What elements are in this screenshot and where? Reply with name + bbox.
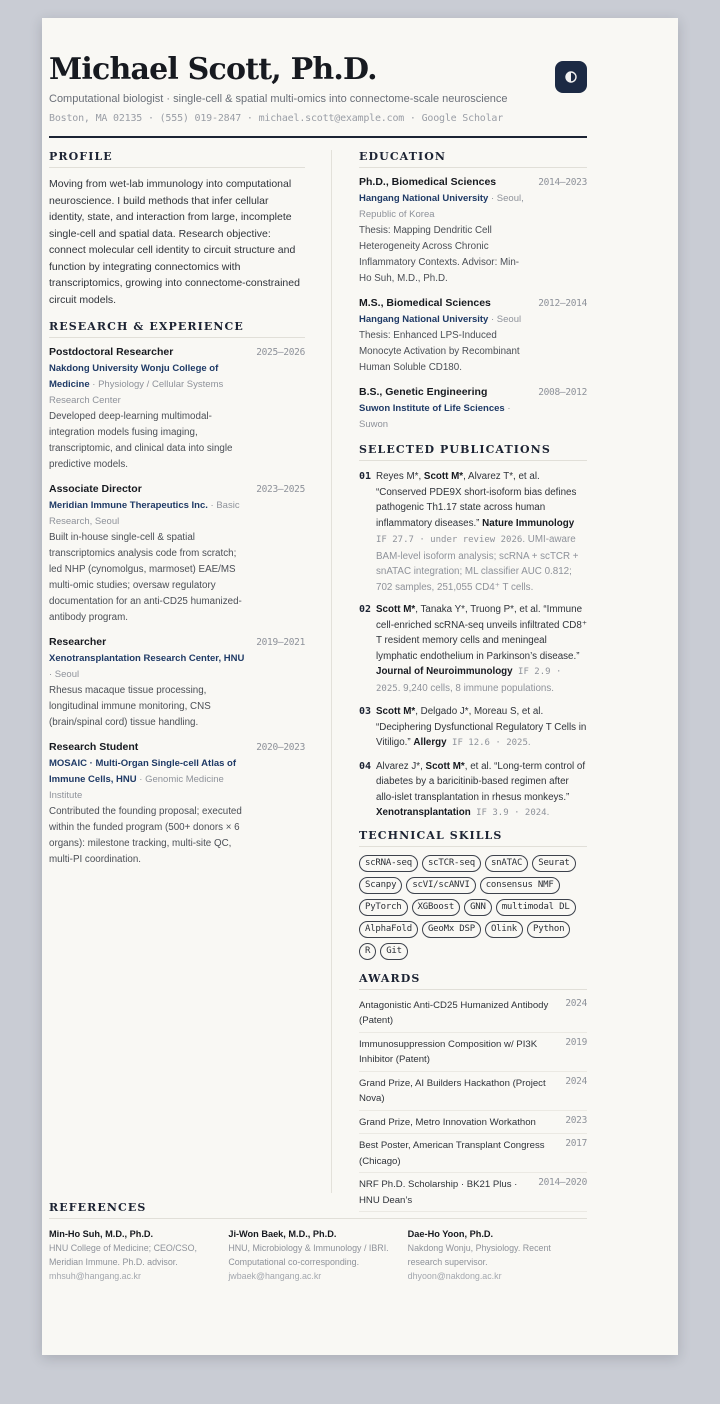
impact-factor-status: IF 3.9 · 2024 [470, 808, 547, 818]
self-author: Scott M* [376, 604, 416, 615]
contact-phone[interactable]: (555) 019-2847 [159, 113, 242, 124]
organization-location: · Genomic Medicine Institute [49, 774, 224, 801]
job-title: Postdoctoral Researcher [49, 346, 174, 358]
skill-chip: consensus NMF [480, 877, 560, 894]
job-organization [49, 756, 249, 804]
education-header [359, 297, 587, 309]
skill-chip: multimodal DL [496, 899, 576, 916]
award-item [359, 1033, 587, 1072]
contact-location: Boston, MA 02135 [49, 113, 143, 124]
left-column [49, 150, 305, 878]
organization-name: Xenotransplantation Research Center, HNU [49, 653, 245, 664]
references-list [49, 1227, 587, 1284]
skill-chip: R [359, 943, 376, 960]
publication-list [359, 469, 587, 822]
education-item [359, 386, 587, 433]
authors-after-title: , Delgado J*, Moreau S, et al. “Deciphering Dysfunctional Regulatory T Cells in Vitiligo.” [376, 706, 587, 748]
publication-item [359, 602, 587, 697]
profile-text: Moving from wet-lab immunology into computational neuroscience. I build methods that infer cellular identity, state, and interaction from large, incomplete single-cell and spatial data. Research objective: connect molecular cell identity to circuit structure and function by integrating connectomics with transcriptomics, growing into connectome-constrained circuit models. [49, 178, 300, 306]
job-description: Developed deep-learning multimodal-integration models fusing imaging, transcriptomic, and clinical data into single predictive models. [49, 411, 233, 470]
contact-separator: · [142, 113, 160, 124]
job-dates: 2025–2026 [256, 347, 305, 358]
tagline: Computational biologist · single-cell & spatial multi-omics into connectome-scale neuroscience [49, 93, 508, 105]
contact-email-link[interactable]: michael.scott@example.com [258, 113, 405, 124]
profile-heading: PROFILE [49, 150, 305, 168]
experience-item [49, 741, 305, 868]
authors-after-title: , et al. “Long-term control of diabetes by a baricitinib-based regimen after allo-islet transplantation in rhesus monkeys.” [376, 760, 586, 803]
job-dates: 2023–2025 [256, 484, 305, 495]
experience-item [49, 346, 305, 473]
reference-email-link[interactable]: jwbaek@hangang.ac.kr [228, 1271, 322, 1282]
google-scholar-link[interactable]: Google Scholar [421, 113, 504, 124]
publications-heading: SELECTED PUBLICATIONS [359, 443, 587, 461]
education-header [359, 176, 587, 188]
organization-location: · Basic Research, Seoul [49, 500, 240, 527]
education-heading: EDUCATION [359, 150, 587, 168]
award-name: Antagonistic Anti-CD25 Humanized Antibody (Patent) [359, 999, 549, 1026]
references-section [49, 1201, 587, 1284]
skill-chip: Git [380, 943, 408, 960]
organization-name: Meridian Immune Therapeutics Inc. [49, 500, 208, 511]
job-dates: 2020–2023 [256, 742, 305, 753]
publication-citation [376, 469, 587, 595]
publication-citation [376, 602, 587, 697]
experience-item [49, 483, 305, 626]
publication-item [359, 469, 587, 595]
award-name: Immunosuppression Composition w/ PI3K Inhibitor (Patent) [359, 1038, 538, 1065]
degree-dates: 2014–2023 [538, 177, 587, 188]
reference-item [408, 1227, 587, 1284]
resume-header [49, 52, 587, 138]
skill-chip: Seurat [532, 855, 575, 872]
award-item [359, 994, 587, 1033]
reference-name: Dae-Ho Yoon, Ph.D. [407, 1229, 494, 1239]
authors-before: Alvarez J*, [376, 760, 426, 772]
awards-list [359, 994, 587, 1213]
experience-header [49, 346, 305, 358]
school-name: Suwon Institute of Life Sciences [359, 403, 505, 414]
award-year: 2024 [565, 1075, 587, 1087]
education-list [359, 176, 587, 433]
school-name: Hangang National University [359, 314, 489, 325]
skill-chip: XGBoost [412, 899, 461, 916]
education-header [359, 386, 587, 398]
job-title: Associate Director [49, 483, 142, 495]
reference-item [49, 1227, 228, 1284]
publication-number: 01 [359, 471, 372, 482]
degree-title: Ph.D., Biomedical Sciences [359, 176, 497, 188]
publication-number: 04 [359, 760, 372, 772]
authors-after-title: , Tanaka Y*, Truong P*, et al. “Immune cell-enriched scRNA-seq unveils infiltrated CD8⁺ T resident memory cells and meningeal lymphatic endothelium in Parkinson’s disease.” [376, 604, 587, 662]
job-description: Rhesus macaque tissue processing, longitudinal immune monitoring, CNS (brain/spinal cord) tissue handling. [49, 685, 211, 728]
column-divider [331, 150, 332, 1193]
publication-item [359, 759, 587, 822]
publication-note: . 9,240 cells, 8 immune populations. [397, 682, 554, 694]
job-title: Research Student [49, 741, 139, 753]
award-year: 2019 [565, 1036, 587, 1048]
job-organization [49, 498, 249, 530]
contact-line [49, 113, 587, 124]
reference-email-link[interactable]: mhsuh@hangang.ac.kr [49, 1271, 141, 1282]
education-item [359, 297, 587, 376]
award-year: 2014–2020 [538, 1177, 587, 1188]
self-author: Scott M* [425, 760, 465, 772]
thesis-description: Thesis: Enhanced LPS-Induced Monocyte Activation by Recombinant Human Soluble CD180. [359, 330, 520, 373]
degree-title: M.S., Biomedical Sciences [359, 297, 491, 309]
experience-header [49, 483, 305, 495]
award-item [359, 1072, 587, 1111]
experience-item [49, 636, 305, 731]
skill-chip: Olink [485, 921, 523, 938]
experience-heading: RESEARCH & EXPERIENCE [49, 320, 305, 338]
school [359, 401, 529, 433]
publication-number: 02 [359, 604, 372, 615]
award-name: Best Poster, American Transplant Congress (Chicago) [359, 1140, 545, 1167]
award-year: 2023 [565, 1114, 587, 1126]
thesis-description: Thesis: Mapping Dendritic Cell Heterogeneity Across Chronic Inflammatory Contexts. Advisor: Min-Ho Suh, M.D., Ph.D. [359, 225, 520, 284]
skill-chip: scVI/scANVI [406, 877, 475, 894]
impact-factor-status: IF 27.7 · under review 2026 [376, 535, 523, 545]
self-author: Scott M* [423, 471, 464, 482]
right-column [359, 150, 587, 1212]
journal-name: Xenotransplantation [376, 807, 471, 818]
half-circle-icon [565, 71, 577, 83]
skill-chip: snATAC [485, 855, 528, 872]
skills-heading: TECHNICAL SKILLS [359, 829, 587, 847]
award-year: 2024 [565, 997, 587, 1009]
degree-dates: 2012–2014 [538, 298, 587, 309]
organization-location: · Seoul [49, 669, 80, 680]
school-location: · Seoul [488, 314, 522, 325]
publication-item [359, 704, 587, 752]
job-organization [49, 361, 249, 409]
contact-separator: · [404, 113, 422, 124]
publication-citation [376, 704, 587, 752]
skills-list [359, 855, 587, 960]
skill-chip: PyTorch [359, 899, 408, 916]
job-organization [49, 651, 249, 683]
journal-name: Journal of Neuroimmunology [376, 666, 513, 677]
skill-chip: scTCR-seq [422, 855, 481, 872]
experience-list [49, 346, 305, 868]
reference-item [228, 1227, 407, 1284]
school-location: · Suwon [359, 403, 511, 430]
references-heading: REFERENCES [49, 1201, 587, 1219]
journal-name: Allergy [413, 737, 447, 748]
school [359, 312, 529, 328]
job-description: Built in-house single-cell & spatial transcriptomics analysis code from scratch; led NHP (cynomolgus, marmoset) EAE/MS multi-omic studies; oversaw regulatory documentation for an anti-CD25 humanized-antibody program. [49, 532, 242, 623]
reference-description: HNU College of Medicine; CEO/CSO, Meridian Immune. Ph.D. advisor. [49, 1243, 197, 1268]
organization-location: · Physiology / Cellular Systems Research Center [49, 379, 224, 406]
award-year: 2017 [565, 1138, 587, 1149]
self-author: Scott M* [376, 706, 416, 717]
contact-separator: · [241, 113, 259, 124]
school-name: Hangang National University [359, 193, 489, 204]
skill-chip: GeoMx DSP [422, 921, 481, 938]
candidate-name: Michael Scott, Ph.D. [49, 52, 377, 87]
theme-toggle-button[interactable] [555, 61, 587, 93]
journal-name: Nature Immunology [482, 517, 575, 529]
reference-email-link[interactable]: dhyoon@nakdong.ac.kr [407, 1271, 502, 1282]
experience-header [49, 636, 305, 648]
publication-note: . [546, 807, 550, 818]
reference-name: Ji-Won Baek, M.D., Ph.D. [228, 1229, 337, 1239]
job-title: Researcher [49, 636, 107, 648]
education-item [359, 176, 587, 287]
authors-after-title: , Alvarez T*, et al. “Conserved PDE9X short-isoform bias defines pathogenic Th1.17 state across human inflammatory diseases.” [376, 471, 577, 529]
experience-header [49, 741, 305, 753]
award-name: Grand Prize, AI Builders Hackathon (Project Nova) [359, 1077, 546, 1104]
organization-name: Nakdong University Wonju College of Medicine [49, 363, 219, 390]
reference-name: Min-Ho Suh, M.D., Ph.D. [49, 1229, 154, 1239]
degree-title: B.S., Genetic Engineering [359, 386, 488, 398]
skill-chip: AlphaFold [359, 921, 418, 938]
school-location: · Seoul, Republic of Korea [359, 193, 524, 220]
impact-factor-status: IF 2.9 · 2025 [376, 667, 562, 694]
publication-note: . [527, 737, 531, 748]
award-name: Grand Prize, Metro Innovation Workathon [359, 1116, 536, 1128]
job-dates: 2019–2021 [256, 637, 305, 648]
skill-chip: GNN [464, 899, 492, 916]
award-name: NRF Ph.D. Scholarship · BK21 Plus · HNU Dean’s [359, 1179, 518, 1206]
skill-chip: scRNA-seq [359, 855, 418, 872]
award-item [359, 1134, 587, 1173]
organization-name: MOSAIC · Multi-Organ Single-cell Atlas of Immune Cells, HNU [49, 758, 237, 785]
publication-citation [376, 759, 587, 822]
job-description: Contributed the founding proposal; executed within the funded program (500+ donors × 6 organs): milestone tracking, multi-site QC, multi-PI coordination. [49, 806, 242, 865]
degree-dates: 2008–2012 [538, 387, 587, 398]
skill-chip: Scanpy [359, 877, 402, 894]
publication-number: 03 [359, 706, 372, 717]
impact-factor-status: IF 12.6 · 2025 [446, 738, 528, 748]
school [359, 191, 529, 223]
publication-note: . UMI-aware BAM-level isoform analysis; scRNA + scTCR + snATAC integration; ML classifier AUC 0.812; 702 samples, 251,055 CD4⁺ T cells. [376, 534, 579, 593]
awards-heading: AWARDS [359, 972, 587, 990]
authors-before: Reyes M*, [376, 471, 424, 482]
reference-description: Nakdong Wonju, Physiology. Recent research supervisor. [407, 1243, 551, 1268]
award-item [359, 1111, 587, 1135]
skill-chip: Python [527, 921, 570, 938]
reference-description: HNU, Microbiology & Immunology / IBRI. Computational co-corresponding. [228, 1243, 389, 1268]
